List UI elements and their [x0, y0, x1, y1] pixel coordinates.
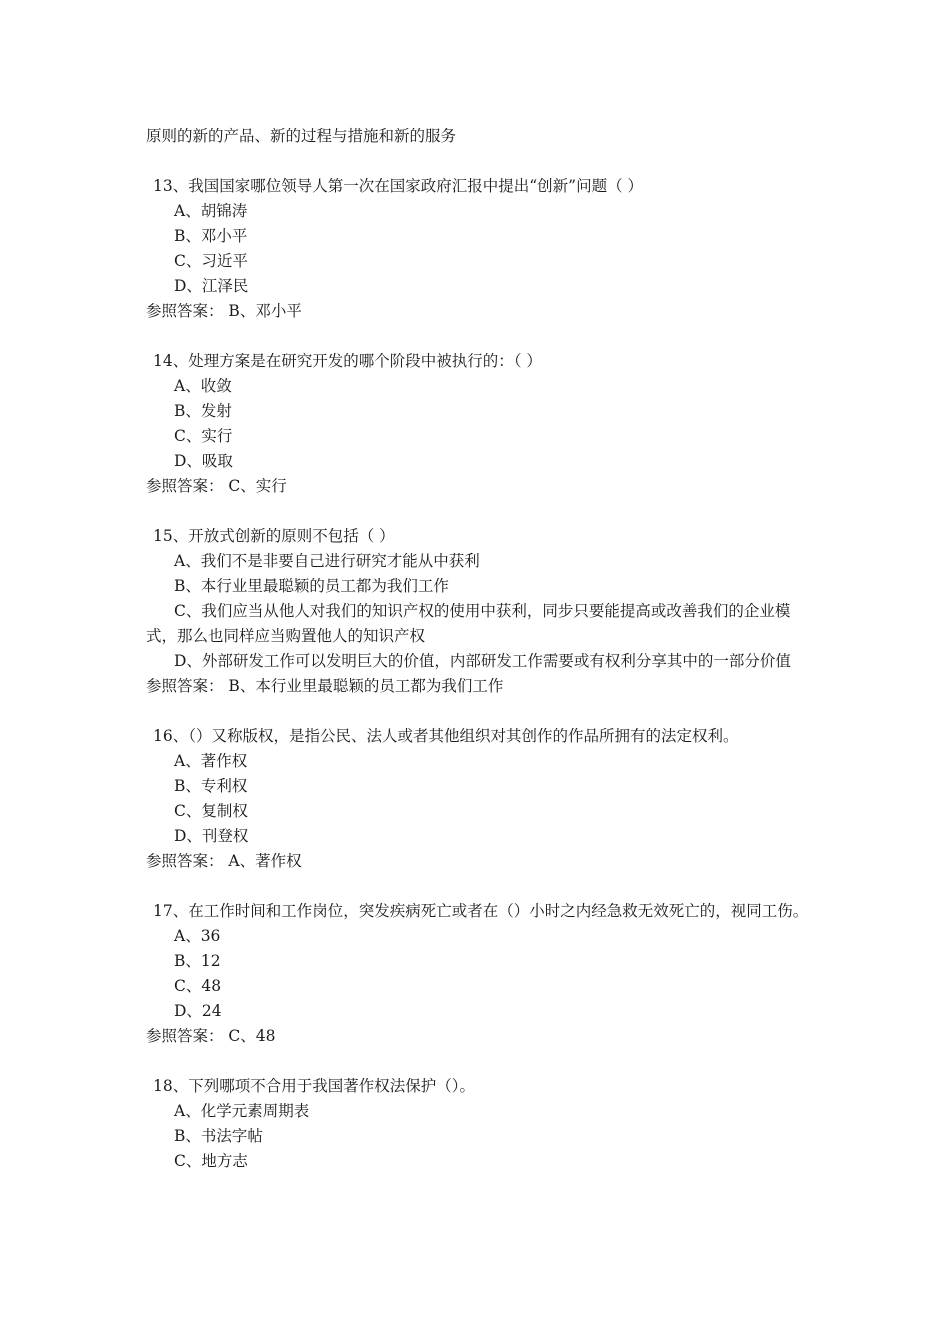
question-stem: 15、开放式创新的原则不包括（ ）: [153, 527, 395, 545]
spacer: [146, 324, 810, 349]
option-c: C、48: [174, 977, 222, 995]
reference-answer: 参照答案： A、著作权: [146, 852, 302, 870]
question-stem: 18、下列哪项不合用于我国著作权法保护（）。: [153, 1077, 475, 1095]
question-block: [146, 174, 810, 324]
question-stem: 16、（）又称版权，是指公民、法人或者其他组织对其创作的作品所拥有的法定权利。: [153, 727, 739, 745]
option-d: D、江泽民: [174, 277, 249, 295]
question-block: [146, 1074, 810, 1174]
spacer: [146, 874, 810, 899]
option-a: A、胡锦涛: [174, 202, 248, 220]
option-a: A、收敛: [174, 377, 232, 395]
question-stem: 13、我国国家哪位领导人第一次在国家政府汇报中提出“创新”问题（ ）: [153, 177, 644, 195]
spacer: [146, 149, 810, 174]
option-c: C、我们应当从他人对我们的知识产权的使用中获利，同步只要能提高或改善我们的企业模式，那么也同样应当购置他人的知识产权: [146, 602, 791, 645]
spacer: [146, 699, 810, 724]
reference-answer: 参照答案： B、本行业里最聪颖的员工都为我们工作: [146, 677, 504, 695]
option-b: B、专利权: [174, 777, 248, 795]
reference-answer: 参照答案： C、实行: [146, 477, 287, 495]
spacer: [146, 499, 810, 524]
option-a: A、著作权: [174, 752, 248, 770]
option-b: B、邓小平: [174, 227, 248, 245]
question-stem: 17、在工作时间和工作岗位，突发疾病死亡或者在（）小时之内经急救无效死亡的，视同工伤。: [153, 902, 809, 920]
reference-answer: 参照答案： B、邓小平: [146, 302, 302, 320]
option-d: D、外部研发工作可以发明巨大的价值，内部研发工作需要或有权利分享其中的一部分价值: [174, 652, 791, 670]
intro-text: 原则的新的产品、新的过程与措施和新的服务: [146, 127, 457, 145]
document-body: [146, 124, 810, 1174]
option-a: A、我们不是非要自己进行研究才能从中获利: [174, 552, 480, 570]
question-block: [146, 524, 810, 699]
option-b: B、本行业里最聪颖的员工都为我们工作: [174, 577, 449, 595]
option-d: D、刊登权: [174, 827, 249, 845]
option-b: B、书法字帖: [174, 1127, 263, 1145]
question-block: [146, 899, 810, 1049]
option-a: A、36: [174, 927, 221, 945]
question-block: [146, 724, 810, 874]
option-b: B、发射: [174, 402, 232, 420]
option-c: C、复制权: [174, 802, 248, 820]
option-a: A、化学元素周期表: [174, 1102, 310, 1120]
option-d: D、吸取: [174, 452, 233, 470]
option-c: C、地方志: [174, 1152, 248, 1170]
option-b: B、12: [174, 952, 221, 970]
spacer: [146, 1049, 810, 1074]
question-stem: 14、处理方案是在研究开发的哪个阶段中被执行的：（ ）: [153, 352, 542, 370]
option-c: C、实行: [174, 427, 233, 445]
option-c: C、习近平: [174, 252, 248, 270]
question-block: [146, 349, 810, 499]
option-d: D、24: [174, 1002, 222, 1020]
reference-answer: 参照答案： C、48: [146, 1027, 276, 1045]
